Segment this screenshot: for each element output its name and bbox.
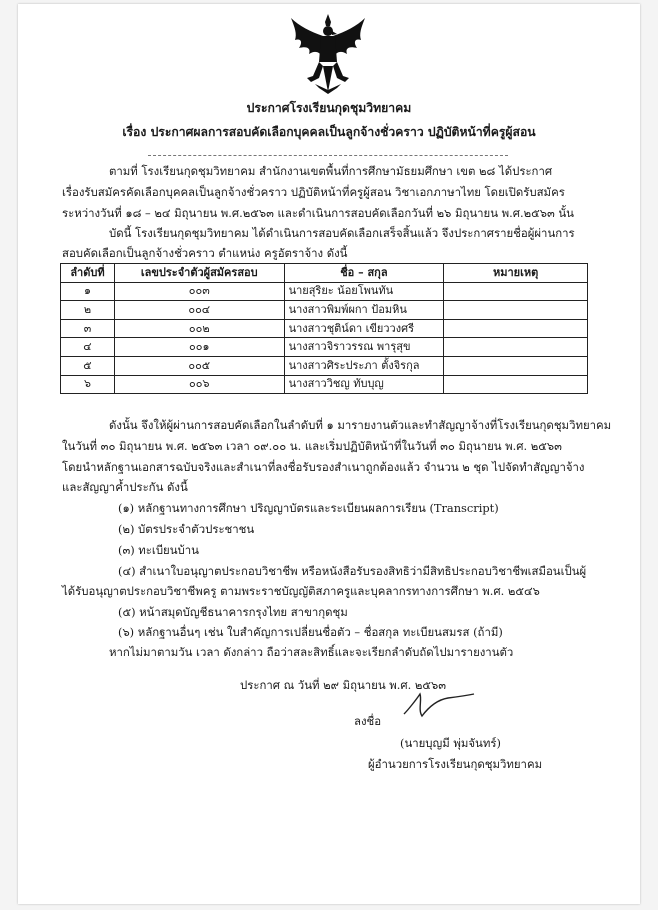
announcement-date: ประกาศ ณ วันที่ ๒๙ มิถุนายน พ.ศ. ๒๕๖๓ xyxy=(240,678,446,692)
announcement-subject: เรื่อง ประกาศผลการสอบคัดเลือกบุคคลเป็นลูกจ้างชั่วคราว ปฏิบัติหน้าที่ครูผู้สอน xyxy=(122,125,536,139)
row-order: ๒ xyxy=(61,301,115,320)
row-remarks xyxy=(444,301,588,320)
row-order: ๖ xyxy=(61,375,115,394)
after-line-3: โดยนำหลักฐานเอกสารฉบับจริงและสำเนาที่ลงชื่อรับรองสำเนาถูกต้องแล้ว จำนวน ๒ ชุด ไปจัดทำสัญญาจ้าง xyxy=(62,460,585,474)
document-item-5: (๕) หน้าสมุดบัญชีธนาคารกรุงไทย สาขากุดชุม xyxy=(118,605,348,619)
row-order: ๓ xyxy=(61,319,115,338)
intro-line-1: ตามที่ โรงเรียนกุดชุมวิทยาคม สำนักงานเขตพื้นที่การศึกษามัธยมศึกษา เขต ๒๘ ได้ประกาศ xyxy=(109,164,553,178)
header-full-name: ชื่อ – สกุล xyxy=(284,264,444,283)
signer-name: (นายบุญมี พุ่มจันทร์) xyxy=(400,736,501,750)
document-item-4: (๔) สำเนาใบอนุญาตประกอบวิชาชีพ หรือหนังสือรับรองสิทธิว่ามีสิทธิประกอบวิชาชีพเสมือนเป็นผู้ xyxy=(118,564,587,578)
row-full-name: นางสาวจิราวรรณ พารุสุข xyxy=(284,338,444,357)
table-row xyxy=(61,301,588,320)
row-order: ๔ xyxy=(61,338,115,357)
row-full-name: นายสุริยะ น้อยโพนทัน xyxy=(284,282,444,301)
row-applicant-id: ๐๐๒ xyxy=(114,319,284,338)
document-item-2: (๒) บัตรประจำตัวประชาชน xyxy=(118,522,255,536)
row-full-name: นางสาววิชญ ทับบุญ xyxy=(284,375,444,394)
table-row xyxy=(61,338,588,357)
intro-line-3: ระหว่างวันที่ ๑๘ – ๒๔ มิถุนายน พ.ศ.๒๕๖๓ และดำเนินการสอบคัดเลือกวันที่ ๒๖ มิถุนายน พ.ศ.๒๕๖๓ นั้น xyxy=(62,206,574,220)
row-remarks xyxy=(444,282,588,301)
row-order: ๑ xyxy=(61,282,115,301)
row-full-name: นางสาวชุติน์ดา เขียววงศรี xyxy=(284,319,444,338)
intro-line-2: เรื่องรับสมัครคัดเลือกบุคคลเป็นลูกจ้างชั่วคราว ปฏิบัติหน้าที่ครูผู้สอน วิชาเอกภาษาไทย โดยเปิดรับสมัคร xyxy=(62,185,565,199)
table-header-row xyxy=(61,264,588,283)
document-item-3: (๓) ทะเบียนบ้าน xyxy=(118,543,199,557)
row-order: ๕ xyxy=(61,356,115,375)
row-remarks xyxy=(444,338,588,357)
row-full-name: นางสาวศิระประภา ตั้งจิรกุล xyxy=(284,356,444,375)
row-remarks xyxy=(444,356,588,375)
row-full-name: นางสาวพิมพ์ผกา ป้อมหิน xyxy=(284,301,444,320)
row-applicant-id: ๐๐๕ xyxy=(114,356,284,375)
header-applicant-id: เลขประจำตัวผู้สมัครสอบ xyxy=(114,264,284,283)
header-order: ลำดับที่ xyxy=(61,264,115,283)
table-row xyxy=(61,282,588,301)
signature-mark xyxy=(398,690,478,720)
sign-label: ลงชื่อ xyxy=(354,714,382,728)
announcement-title: ประกาศโรงเรียนกุดชุมวิทยาคม xyxy=(246,101,412,115)
after-line-1: ดังนั้น จึงให้ผู้ผ่านการสอบคัดเลือกในลำดับที่ ๑ มารายงานตัวและทำสัญญาจ้างที่โรงเรียนกุดชุมวิทยาคม xyxy=(109,418,612,432)
header-remarks: หมายเหตุ xyxy=(444,264,588,283)
table-row xyxy=(61,356,588,375)
deadline-warning: หากไม่มาตามวัน เวลา ดังกล่าว ถือว่าสละสิทธิ์และจะเรียกลำดับถัดไปมารายงานตัว xyxy=(109,645,514,659)
intro-line-5: สอบคัดเลือกเป็นลูกจ้างชั่วคราว ตำแหน่ง ครูอัตราจ้าง ดังนี้ xyxy=(62,246,348,260)
row-applicant-id: ๐๐๖ xyxy=(114,375,284,394)
table-row xyxy=(61,375,588,394)
row-remarks xyxy=(444,319,588,338)
table-row xyxy=(61,319,588,338)
row-applicant-id: ๐๐๑ xyxy=(114,338,284,357)
document-item-1: (๑) หลักฐานทางการศึกษา ปริญญาบัตรและระเบียนผลการเรียน (Transcript) xyxy=(118,501,499,515)
after-line-2: ในวันที่ ๓๐ มิถุนายน พ.ศ. ๒๕๖๓ เวลา ๐๙.๐๐ น. และเริ่มปฏิบัติหน้าที่ในวันที่ ๓๐ มิถุนายน พ.ศ. ๒๕๖๓ xyxy=(62,439,562,453)
garuda-emblem-icon xyxy=(289,12,367,94)
row-applicant-id: ๐๐๓ xyxy=(114,282,284,301)
row-applicant-id: ๐๐๔ xyxy=(114,301,284,320)
document-item-4-continued: ได้รับอนุญาตประกอบวิชาชีพครู ตามพระราชบัญญัติสภาครูและบุคลากรทางการศึกษา พ.ศ. ๒๕๔๖ xyxy=(62,584,540,598)
signer-position: ผู้อำนวยการโรงเรียนกุดชุมวิทยาคม xyxy=(368,757,543,771)
after-line-4: และสัญญาค้ำประกัน ดังนี้ xyxy=(62,480,188,494)
row-remarks xyxy=(444,375,588,394)
results-table xyxy=(60,263,588,394)
intro-line-4: บัดนี้ โรงเรียนกุดชุมวิทยาคม ได้ดำเนินการสอบคัดเลือกเสร็จสิ้นแล้ว จึงประกาศรายชื่อผู้ผ่านการ xyxy=(109,226,575,240)
title-divider xyxy=(148,155,508,156)
document-item-6: (๖) หลักฐานอื่นๆ เช่น ใบสำคัญการเปลี่ยนชื่อตัว – ชื่อสกุล ทะเบียนสมรส (ถ้ามี) xyxy=(118,625,503,639)
document-page xyxy=(18,4,640,904)
